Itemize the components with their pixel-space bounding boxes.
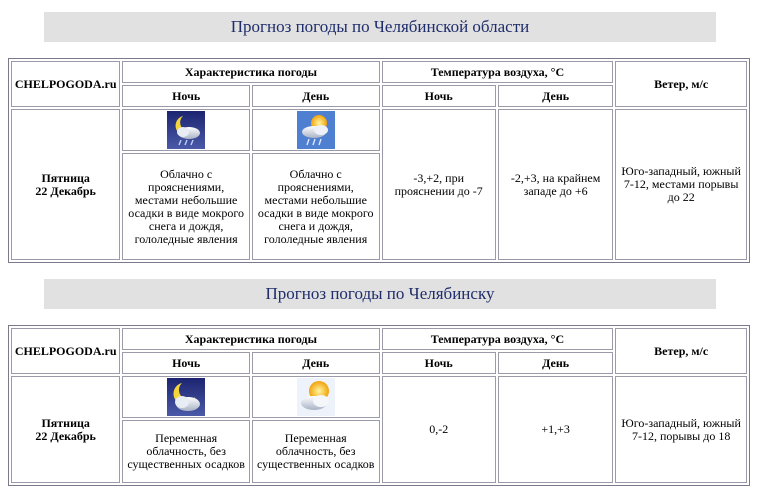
night-icon-cell [122,109,250,151]
day-name: Пятница [41,415,90,430]
weather-characteristic-header: Характеристика погоды [122,61,379,83]
temperature-header: Температура воздуха, °С [382,328,614,350]
brand-label: CHELPOGODA.ru [11,61,120,107]
temp-day-header: День [498,352,613,374]
wind-header: Ветер, м/с [615,328,747,374]
sun-cloud-sleet-icon [297,111,335,149]
day-name: Пятница [41,170,90,185]
date: 22 Декабрь [35,428,96,443]
night-header: Ночь [122,352,250,374]
region-forecast-table [8,58,750,263]
city-forecast-title: Прогноз погоды по Челябинску [44,279,716,309]
night-header: Ночь [122,85,250,107]
brand-label: CHELPOGODA.ru [11,328,120,374]
date: 22 Декабрь [35,183,96,198]
wind-value: Юго-западный, южный 7-12, порывы до 18 [615,376,747,483]
moon-cloud-icon [167,378,205,416]
sun-cloud-icon [297,378,335,416]
temperature-header: Температура воздуха, °С [382,61,614,83]
wind-header: Ветер, м/с [615,61,747,107]
day-icon-cell [252,376,380,418]
temp-day-value: -2,+3, на крайнем западе до +6 [498,109,613,260]
forecast-date [11,376,120,483]
day-description: Облачно с прояснениями, местами небольшие осадки в виде мокрого снега и дождя, гололедные явления [252,153,380,260]
day-header: День [252,352,380,374]
temp-night-value: 0,-2 [382,376,496,483]
city-forecast-table [8,325,750,486]
night-description: Облачно с прояснениями, местами небольшие осадки в виде мокрого снега и дождя, гололедные явления [122,153,250,260]
temp-night-value: -3,+2, при прояснении до -7 [382,109,496,260]
night-icon-cell [122,376,250,418]
moon-cloud-sleet-icon [167,111,205,149]
night-description: Переменная облачность, без существенных осадков [122,420,250,483]
day-icon-cell [252,109,380,151]
day-header: День [252,85,380,107]
region-forecast-title: Прогноз погоды по Челябинской области [44,12,716,42]
wind-value: Юго-западный, южный 7-12, местами порывы до 22 [615,109,747,260]
forecast-date [11,109,120,260]
temp-night-header: Ночь [382,85,496,107]
day-description: Переменная облачность, без существенных осадков [252,420,380,483]
weather-characteristic-header: Характеристика погоды [122,328,379,350]
temp-night-header: Ночь [382,352,496,374]
temp-day-header: День [498,85,613,107]
temp-day-value: +1,+3 [498,376,613,483]
